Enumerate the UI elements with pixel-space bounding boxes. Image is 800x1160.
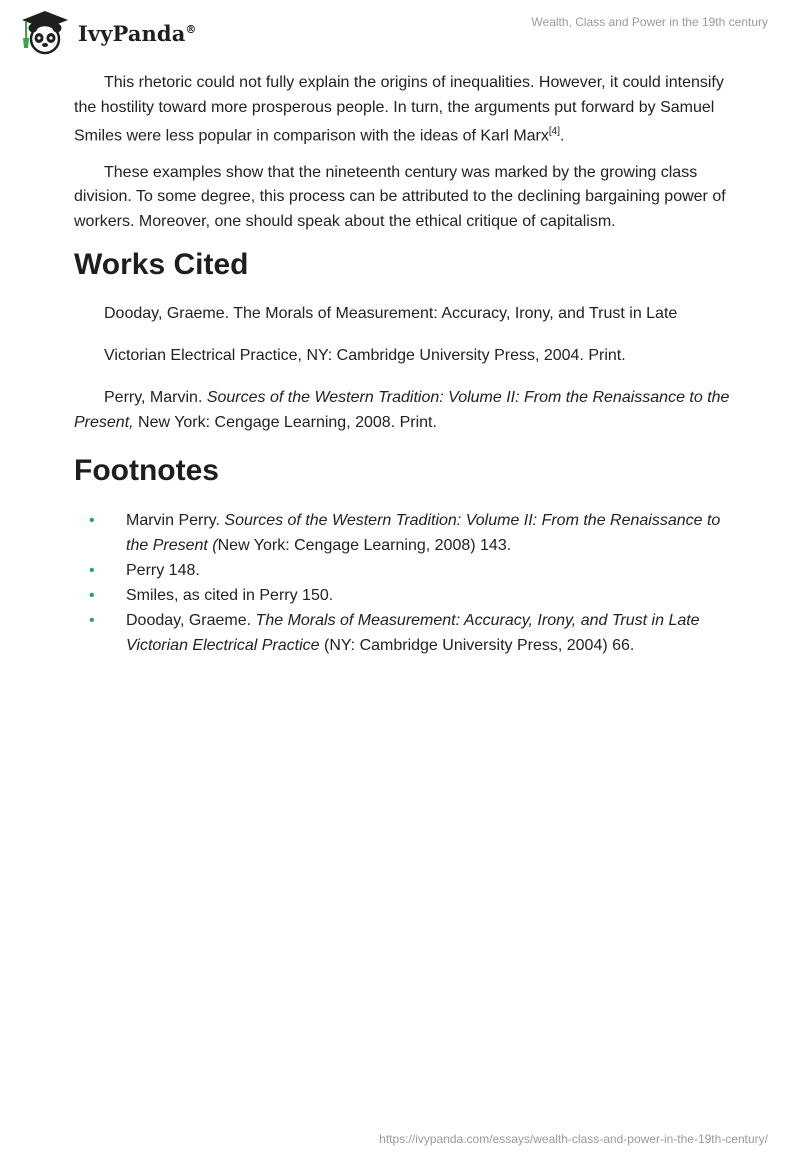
footnote-item: • Perry 148. bbox=[74, 558, 734, 583]
bullet-icon: • bbox=[89, 587, 95, 605]
citation-line: Victorian Electrical Practice, NY: Cambridge University Press, 2004. Print. bbox=[104, 346, 626, 364]
document-title: Wealth, Class and Power in the 19th century bbox=[531, 15, 768, 29]
footnote-item: • Dooday, Graeme. The Morals of Measurement: Accuracy, Irony, and Trust in Late Victorian Electrical Practice (NY: Cambridge University Press, 2004) 66. bbox=[74, 608, 734, 658]
panda-graduate-icon bbox=[14, 8, 76, 56]
brand-name: IvyPanda® bbox=[78, 20, 197, 46]
works-cited-heading: Works Cited bbox=[74, 248, 249, 282]
bullet-icon: • bbox=[89, 612, 95, 630]
brand-logo[interactable] bbox=[14, 8, 197, 56]
citation-line: Dooday, Graeme. The Morals of Measurement: Accuracy, Irony, and Trust in Late bbox=[104, 305, 678, 323]
essay-content bbox=[74, 71, 734, 658]
footnote-item: • Smiles, as cited in Perry 150. bbox=[74, 583, 734, 608]
source-url-link[interactable]: https://ivypanda.com/essays/wealth-class-and-power-in-the-19th-century/ bbox=[379, 1132, 768, 1146]
bullet-icon: • bbox=[89, 512, 95, 530]
paragraph: These examples show that the nineteenth century was marked by the growing class division. To some degree, this process can be attributed to the declining bargaining power of workers. Moreover, one should speak about the ethical critique of capitalism. bbox=[74, 163, 726, 230]
footnote-ref[interactable]: [4] bbox=[548, 126, 560, 137]
footnotes-list bbox=[74, 508, 734, 658]
footnote-item: • Marvin Perry. Sources of the Western Tradition: Volume II: From the Renaissance to the Present (New York: Cengage Learning, 2008) 143. bbox=[74, 508, 734, 558]
footnotes-heading: Footnotes bbox=[74, 454, 219, 488]
citation-entry: Perry, Marvin. Sources of the Western Tradition: Volume II: From the Renaissance to the Present, New York: Cengage Learning, 2008. Print. bbox=[74, 389, 730, 432]
paragraph: This rhetoric could not fully explain the origins of inequalities. However, it could intensify the hostility toward more prosperous people. In turn, the arguments put forward by Samuel Smiles were less popular in comparison with the ideas of Karl Marx[4]. bbox=[74, 74, 724, 145]
page-header bbox=[0, 0, 800, 62]
bullet-icon: • bbox=[89, 562, 95, 580]
